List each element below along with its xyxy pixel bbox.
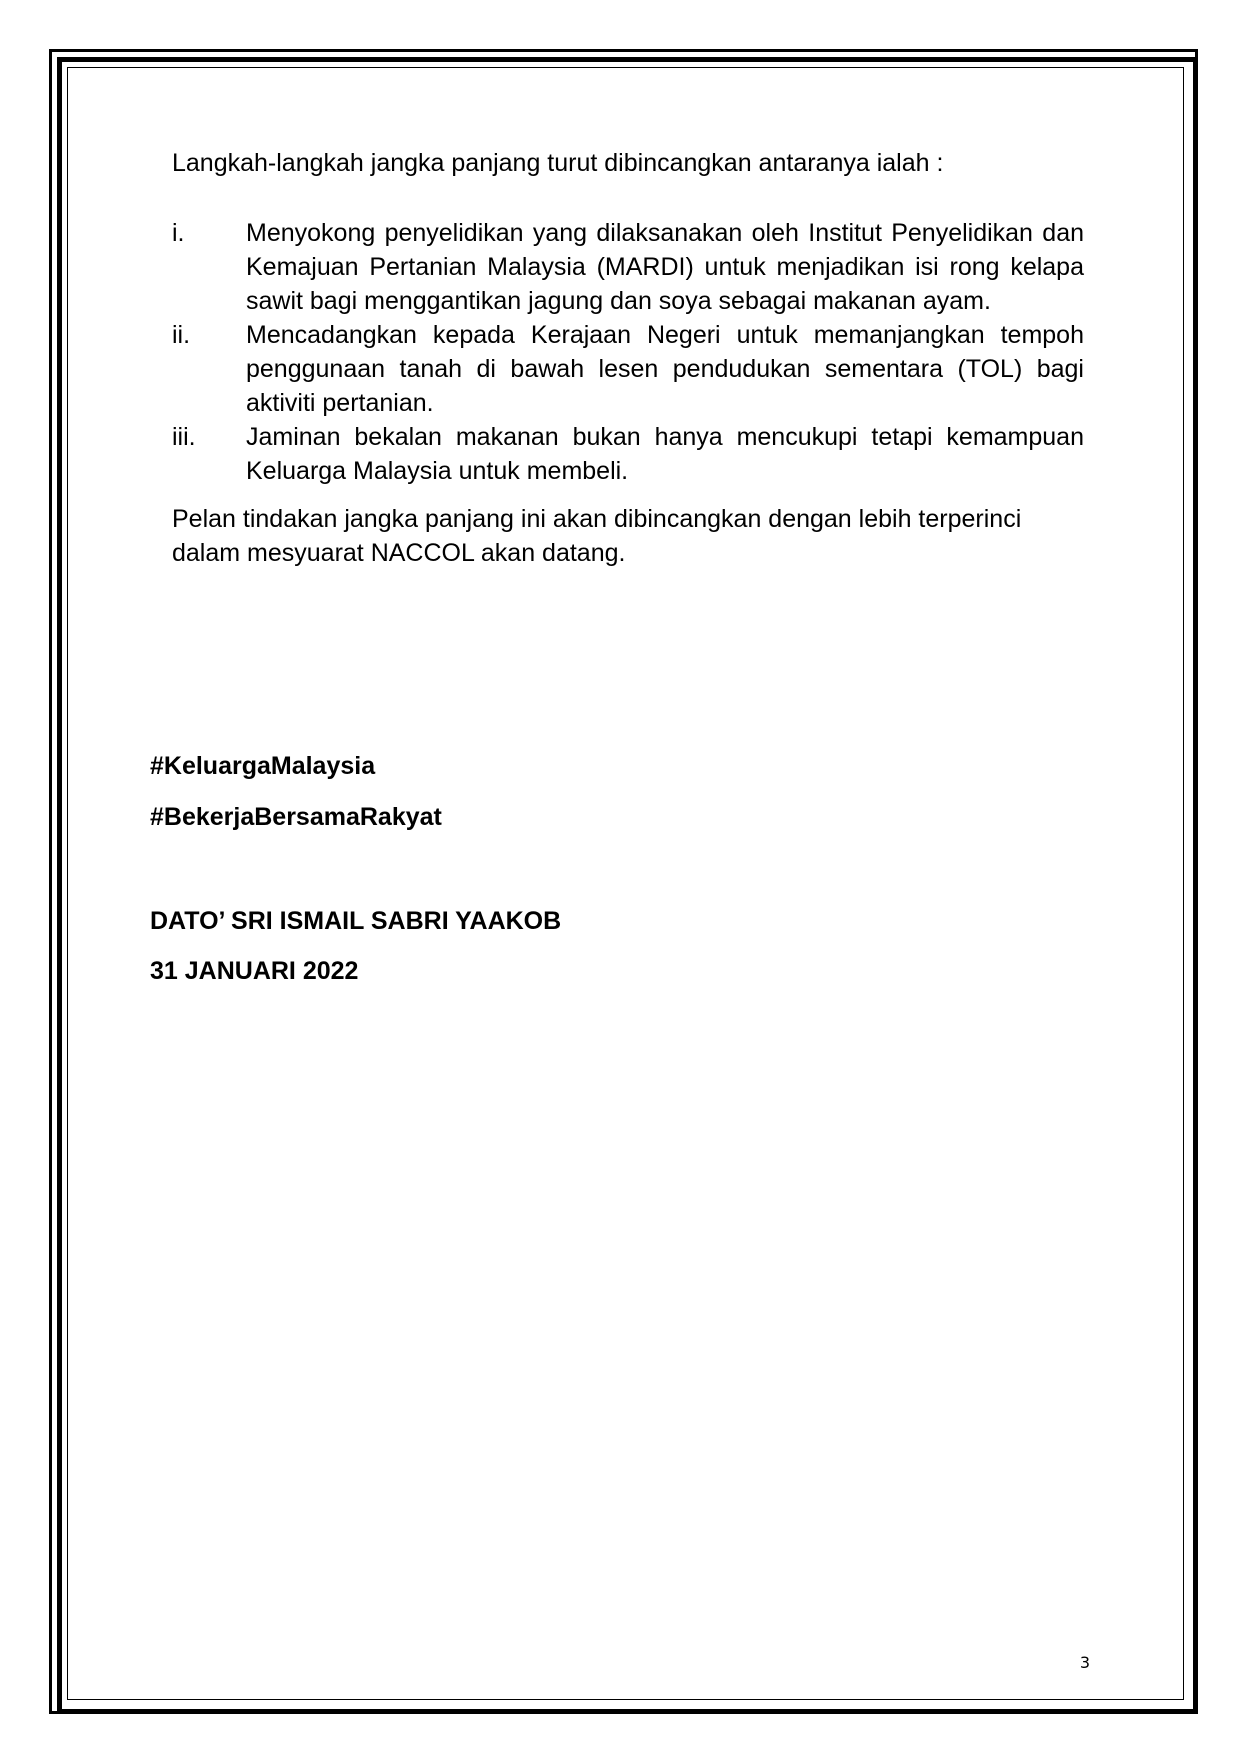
hashtag-bekerja-bersama-rakyat: #BekerjaBersamaRakyat [150,803,442,831]
list-item-number: i. [172,219,185,247]
page-number: 3 [1079,1653,1090,1672]
measures-list [172,216,1084,488]
list-item-number: ii. [172,321,191,349]
hashtag-keluarga-malaysia: #KeluargaMalaysia [150,752,376,780]
list-item-number: iii. [172,423,196,451]
list-item-text: Mencadangkan kepada Kerajaan Negeri untuk memanjangkan tempoh penggunaan tanah di bawah lesen pendudukan sementara (TOL) bagi aktiviti pertanian. [246,321,1084,417]
closing-paragraph: Pelan tindakan jangka panjang ini akan dibincangkan dengan lebih terperinci dalam mesyuarat NACCOL akan datang. [172,505,1022,567]
intro-paragraph: Langkah-langkah jangka panjang turut dibincangkan antaranya ialah : [172,149,944,177]
list-item-text: Jaminan bekalan makanan bukan hanya mencukupi tetapi kemampuan Keluarga Malaysia untuk membeli. [246,423,1084,485]
list-item [172,420,1084,488]
author-name: DATO’ SRI ISMAIL SABRI YAAKOB [150,907,562,935]
list-item [172,216,1084,318]
document-body [172,146,1084,570]
list-item [172,318,1084,420]
document-date: 31 JANUARI 2022 [150,957,359,985]
list-item-text: Menyokong penyelidikan yang dilaksanakan oleh Institut Penyelidikan dan Kemajuan Pertanian Malaysia (MARDI) untuk menjadikan isi rong kelapa sawit bagi menggantikan jagung dan soya sebagai makanan ayam. [246,219,1084,315]
